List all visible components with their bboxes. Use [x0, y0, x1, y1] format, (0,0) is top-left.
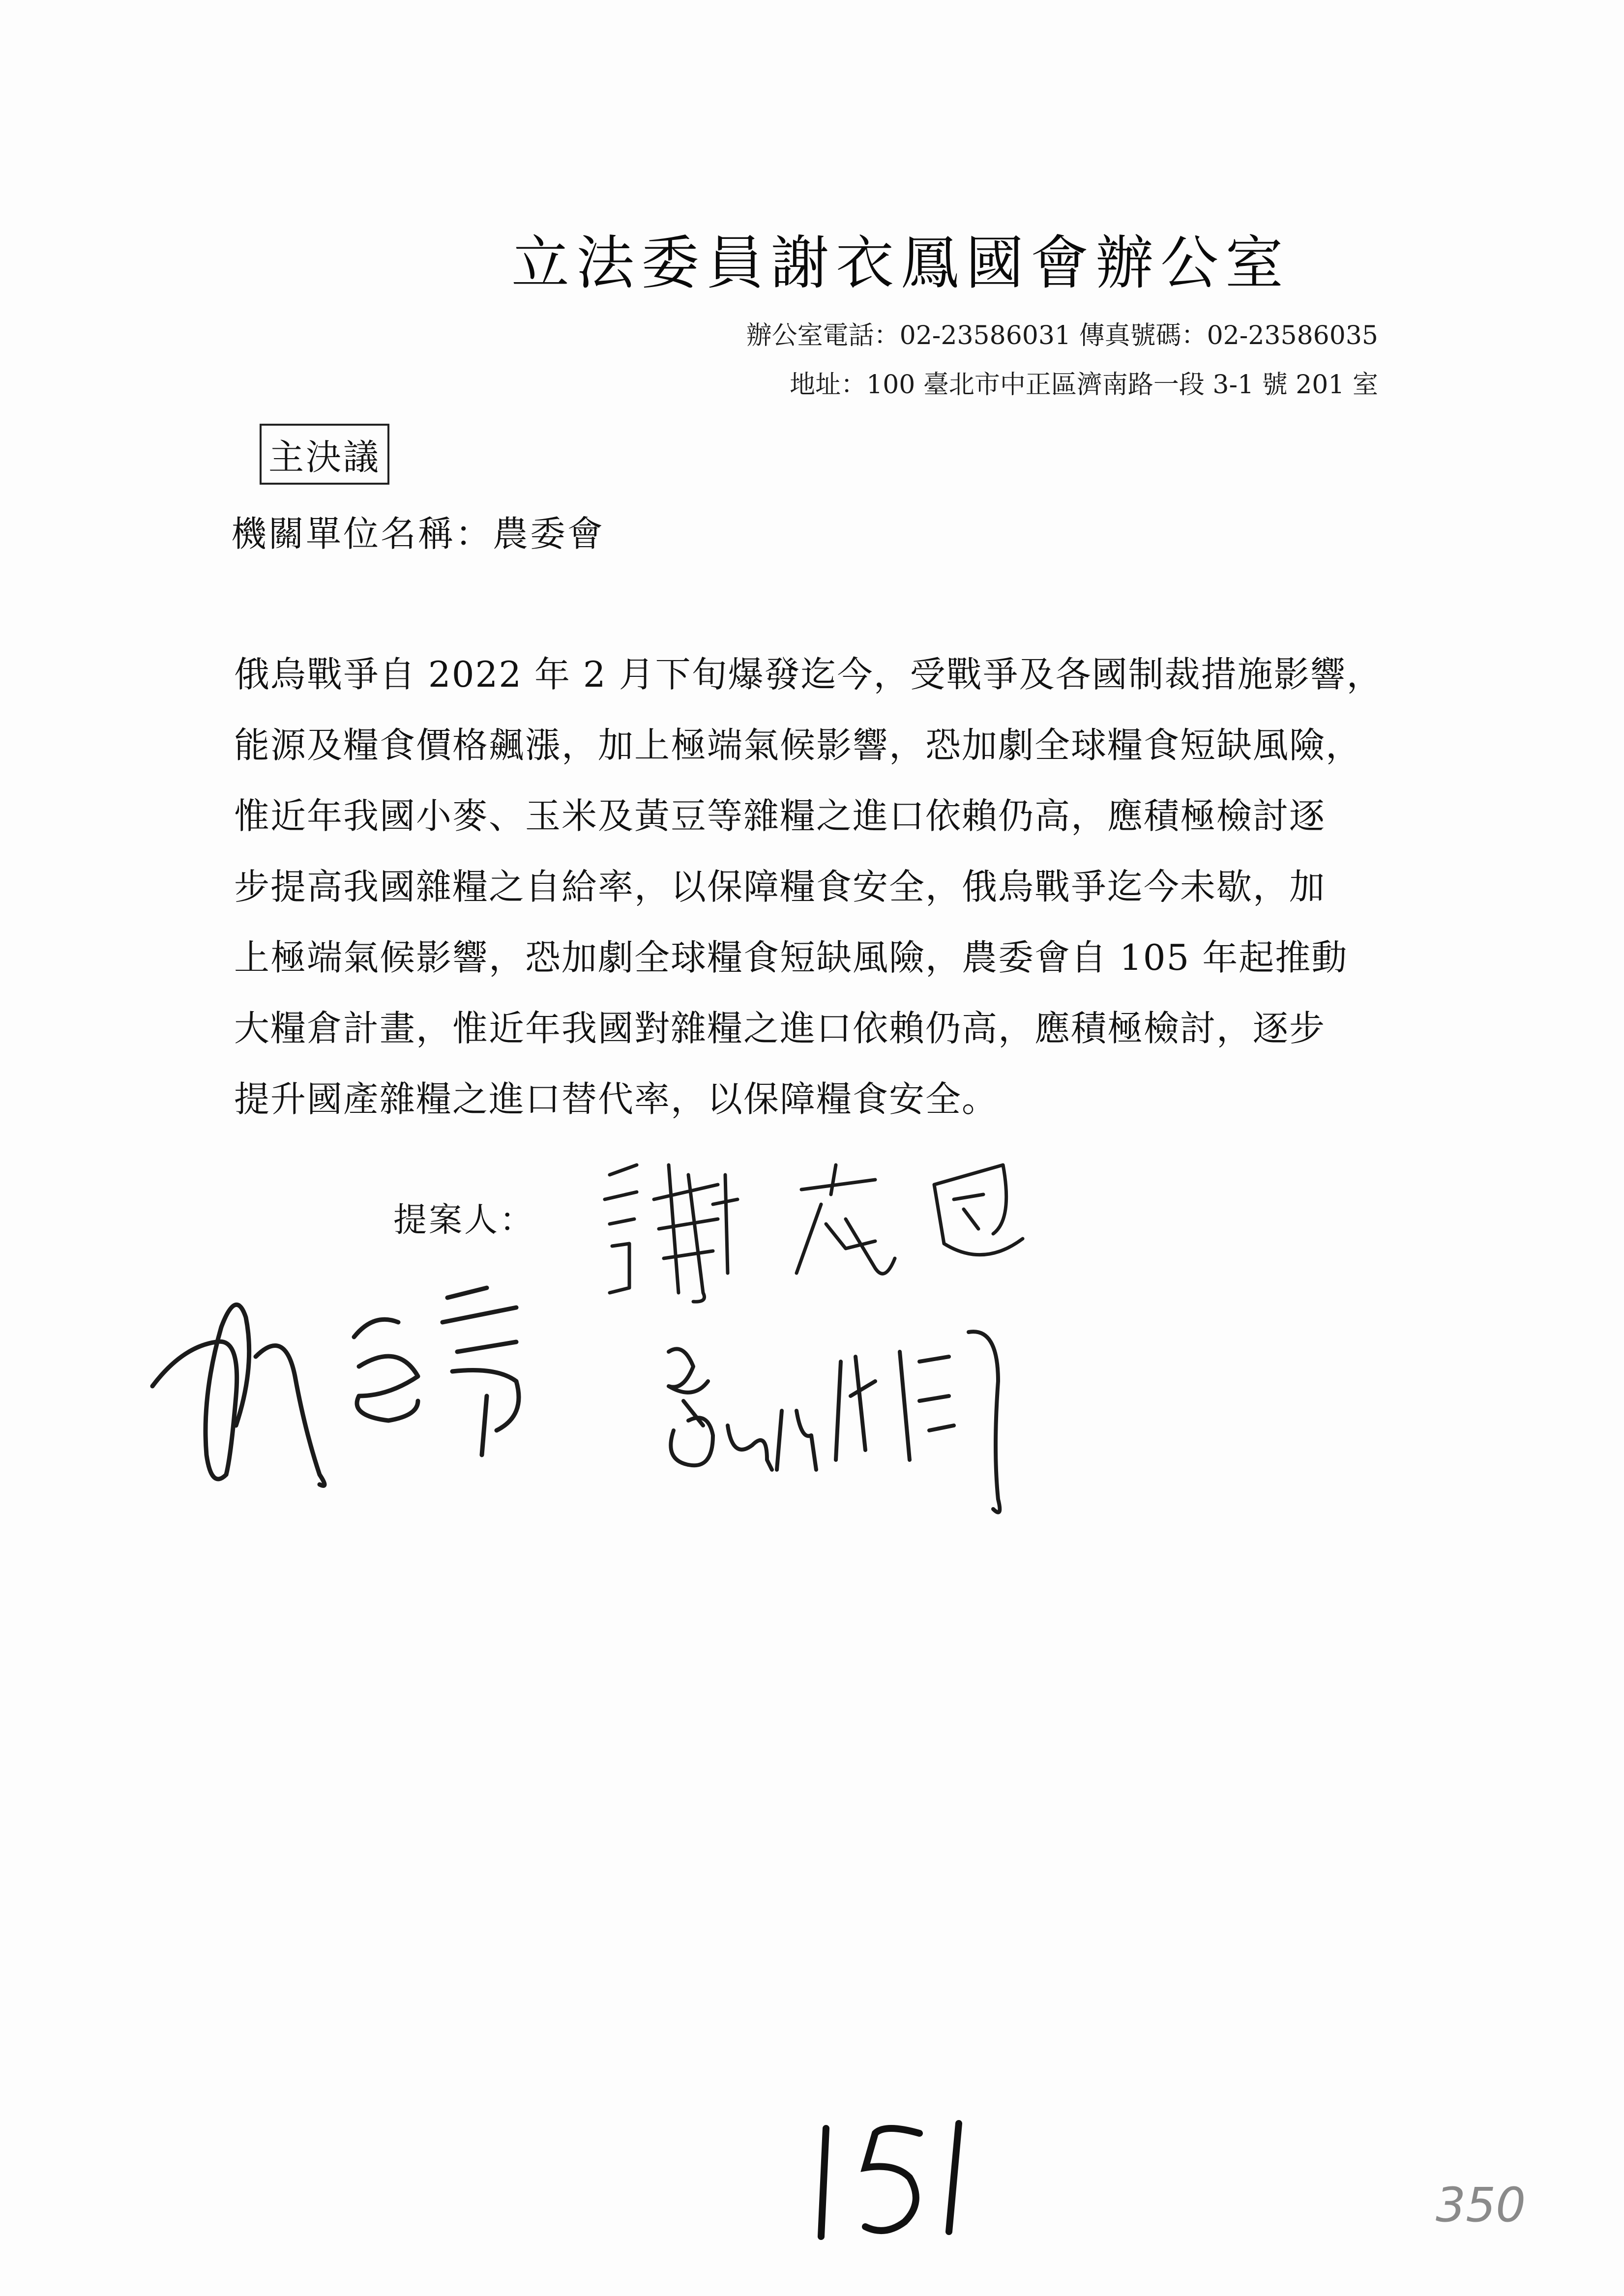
handwritten-signature [590, 1145, 1033, 1308]
office-phone-fax: 辦公室電話：02-23586031 傳真號碼：02-23586035 [746, 321, 1378, 350]
body-line: 上極端氣候影響，恐加劇全球糧食短缺風險，農委會自 105 年起推動 [234, 937, 1348, 978]
handwritten-signature [654, 1322, 1037, 1519]
corner-annotation-number: 350 [1436, 2178, 1526, 2233]
body-line: 步提高我國雜糧之自給率，以保障糧食安全，俄烏戰爭迄今未歇，加 [234, 866, 1326, 907]
body-line: 大糧倉計畫，惟近年我國對雜糧之進口依賴仍高，應積極檢討，逐步 [234, 1008, 1326, 1049]
agency-name: 機關單位名稱：農委會 [231, 513, 605, 554]
body-line: 提升國產雜糧之進口替代率，以保障糧食安全。 [234, 1078, 999, 1120]
body-line: 能源及糧食價格飆漲，加上極端氣候影響，恐加劇全球糧食短缺風險， [234, 725, 1362, 766]
page-number-strokes [806, 2114, 983, 2251]
resolution-body [234, 639, 1394, 1134]
body-line: 惟近年我國小麥、玉米及黃豆等雜糧之進口依賴仍高，應積極檢討逐 [234, 795, 1326, 837]
office-address: 地址：100 臺北市中正區濟南路一段 3-1 號 201 室 [790, 370, 1378, 400]
handwritten-signature [143, 1268, 565, 1494]
letterhead-title: 立法委員謝衣鳳國會辦公室 [511, 229, 1291, 297]
proposer-label: 提案人： [393, 1201, 535, 1240]
resolution-type-label: 主決議 [260, 424, 389, 485]
body-line: 俄烏戰爭自 2022 年 2 月下旬爆發迄今，受戰爭及各國制裁措施影響， [234, 654, 1383, 695]
